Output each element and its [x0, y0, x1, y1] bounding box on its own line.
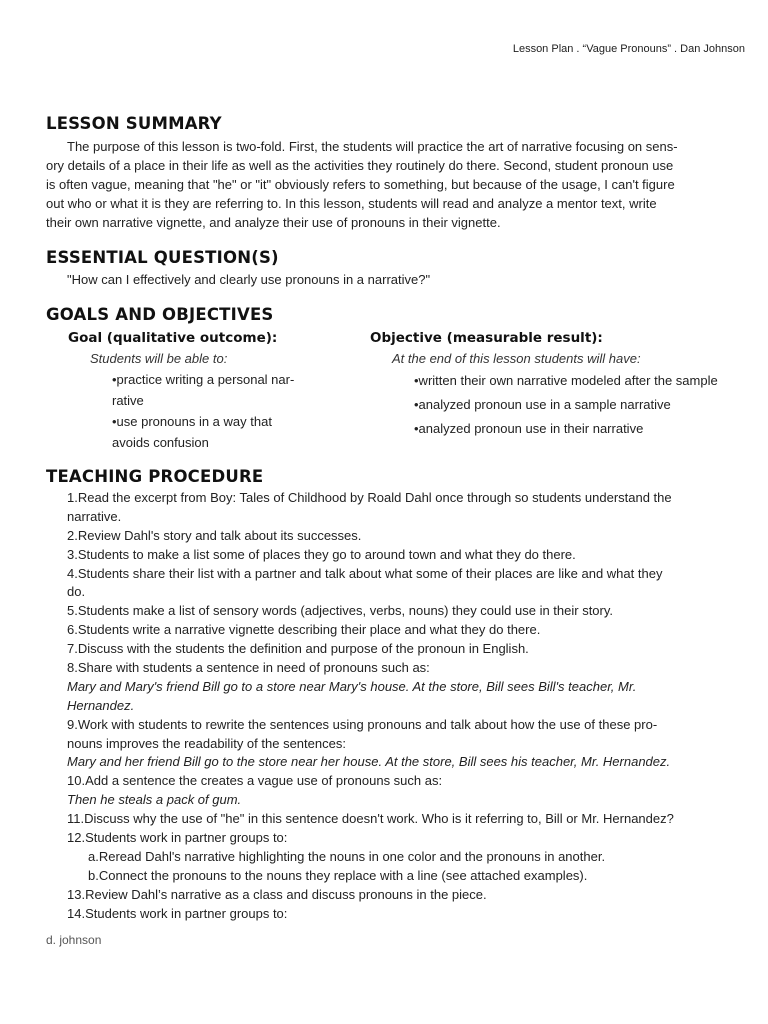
procedure-line: 3.Students to make a list some of places they go to around town and what they do there. — [67, 546, 576, 562]
procedure-line: 8.Share with students a sentence in need of pronouns such as: — [67, 660, 430, 676]
procedure-line: narrative. — [67, 508, 122, 524]
procedure-line: 11.Discuss why the use of "he" in this sentence doesn't work. Who is it referring to, Bill or Mr. Hernandez? — [67, 811, 674, 827]
procedure-line: 7.Discuss with the students the definition and purpose of the pronoun in English. — [67, 641, 529, 657]
section-heading-goals: GOALS AND OBJECTIVES — [46, 305, 274, 324]
procedure-line: 4.Students share their list with a partner and talk about what some of their places are like and what they — [67, 565, 663, 581]
example-sentence: Mary and Mary's friend Bill go to a store near Mary's house. At the store, Bill sees Bill's teacher, Mr. — [67, 678, 637, 694]
goal-heading: Goal (qualitative outcome): — [68, 330, 278, 346]
procedure-line: 2.Review Dahl's story and talk about its successes. — [67, 527, 362, 543]
procedure-line: 12.Students work in partner groups to: — [67, 830, 288, 846]
summary-paragraph — [46, 137, 746, 232]
summary-line: their own narrative vignette, and analyze their use of pronouns in their vignette. — [46, 215, 501, 230]
essential-question: "How can I effectively and clearly use pronouns in a narrative?" — [67, 272, 431, 287]
summary-line: The purpose of this lesson is two-fold. First, the students will practice the art of narrative focusing on sens- — [67, 139, 678, 154]
objective-heading: Objective (measurable result): — [370, 330, 603, 346]
goal-item: •use pronouns in a way that — [112, 414, 272, 429]
goal-column — [46, 327, 348, 453]
summary-line: is often vague, meaning that "he" or "it" obviously refers to something, but because of the usage, I can't figure — [46, 177, 675, 192]
procedure-list — [46, 489, 746, 923]
objective-column — [348, 327, 718, 453]
summary-line: ory details of a place in their life as well as the activities they routinely do there. Second, student pronoun use — [46, 158, 674, 173]
example-sentence: Then he steals a pack of gum. — [67, 792, 242, 808]
objective-item: •analyzed pronoun use in their narrative — [414, 421, 644, 436]
goal-item: •practice writing a personal nar- — [112, 372, 295, 387]
running-header: Lesson Plan . “Vague Pronouns” . Dan Johnson — [512, 43, 745, 55]
example-sentence: Mary and her friend Bill go to the store near her house. At the store, Bill sees his teacher, Mr. Hernandez. — [67, 754, 671, 770]
procedure-line: do. — [67, 584, 86, 600]
goal-intro: Students will be able to: — [90, 351, 228, 366]
procedure-line: 9.Work with students to rewrite the sentences using pronouns and talk about how the use of these pro- — [67, 716, 658, 732]
procedure-line: 14.Students work in partner groups to: — [67, 905, 288, 921]
procedure-line: 13.Review Dahl’s narrative as a class and discuss pronouns in the piece. — [67, 886, 487, 902]
page-footer: d. johnson — [46, 933, 102, 947]
lesson-plan-page — [46, 114, 746, 923]
section-heading-question: ESSENTIAL QUESTION(S) — [46, 248, 279, 267]
objective-item: •analyzed pronoun use in a sample narrative — [414, 397, 671, 412]
section-heading-procedure: TEACHING PROCEDURE — [46, 467, 264, 486]
goals-columns — [46, 327, 746, 453]
objective-intro: At the end of this lesson students will have: — [392, 351, 641, 366]
procedure-line: nouns improves the readability of the sentences: — [67, 735, 346, 751]
procedure-line: 10.Add a sentence the creates a vague use of pronouns such as: — [67, 773, 443, 789]
objective-item: •written their own narrative modeled after the sample — [414, 373, 718, 388]
procedure-line: 6.Students write a narrative vignette describing their place and what they do there. — [67, 622, 541, 638]
summary-line: out who or what it is they are referring to. In this lesson, students will read and analyze a mentor text, write — [46, 196, 657, 211]
goal-item: rative — [112, 393, 144, 408]
goal-item: avoids confusion — [112, 435, 209, 450]
example-sentence: Hernandez. — [67, 697, 135, 713]
procedure-line: 1.Read the excerpt from Boy: Tales of Childhood by Roald Dahl once through so students understand the — [67, 490, 672, 505]
section-heading-summary: LESSON SUMMARY — [46, 114, 222, 133]
procedure-line: 5.Students make a list of sensory words (adjectives, verbs, nouns) they could use in their story. — [67, 603, 614, 619]
procedure-subitem: b.Connect the pronouns to the nouns they replace with a line (see attached examples). — [88, 867, 588, 883]
procedure-subitem: a.Reread Dahl's narrative highlighting the nouns in one color and the pronouns in another. — [88, 848, 606, 864]
